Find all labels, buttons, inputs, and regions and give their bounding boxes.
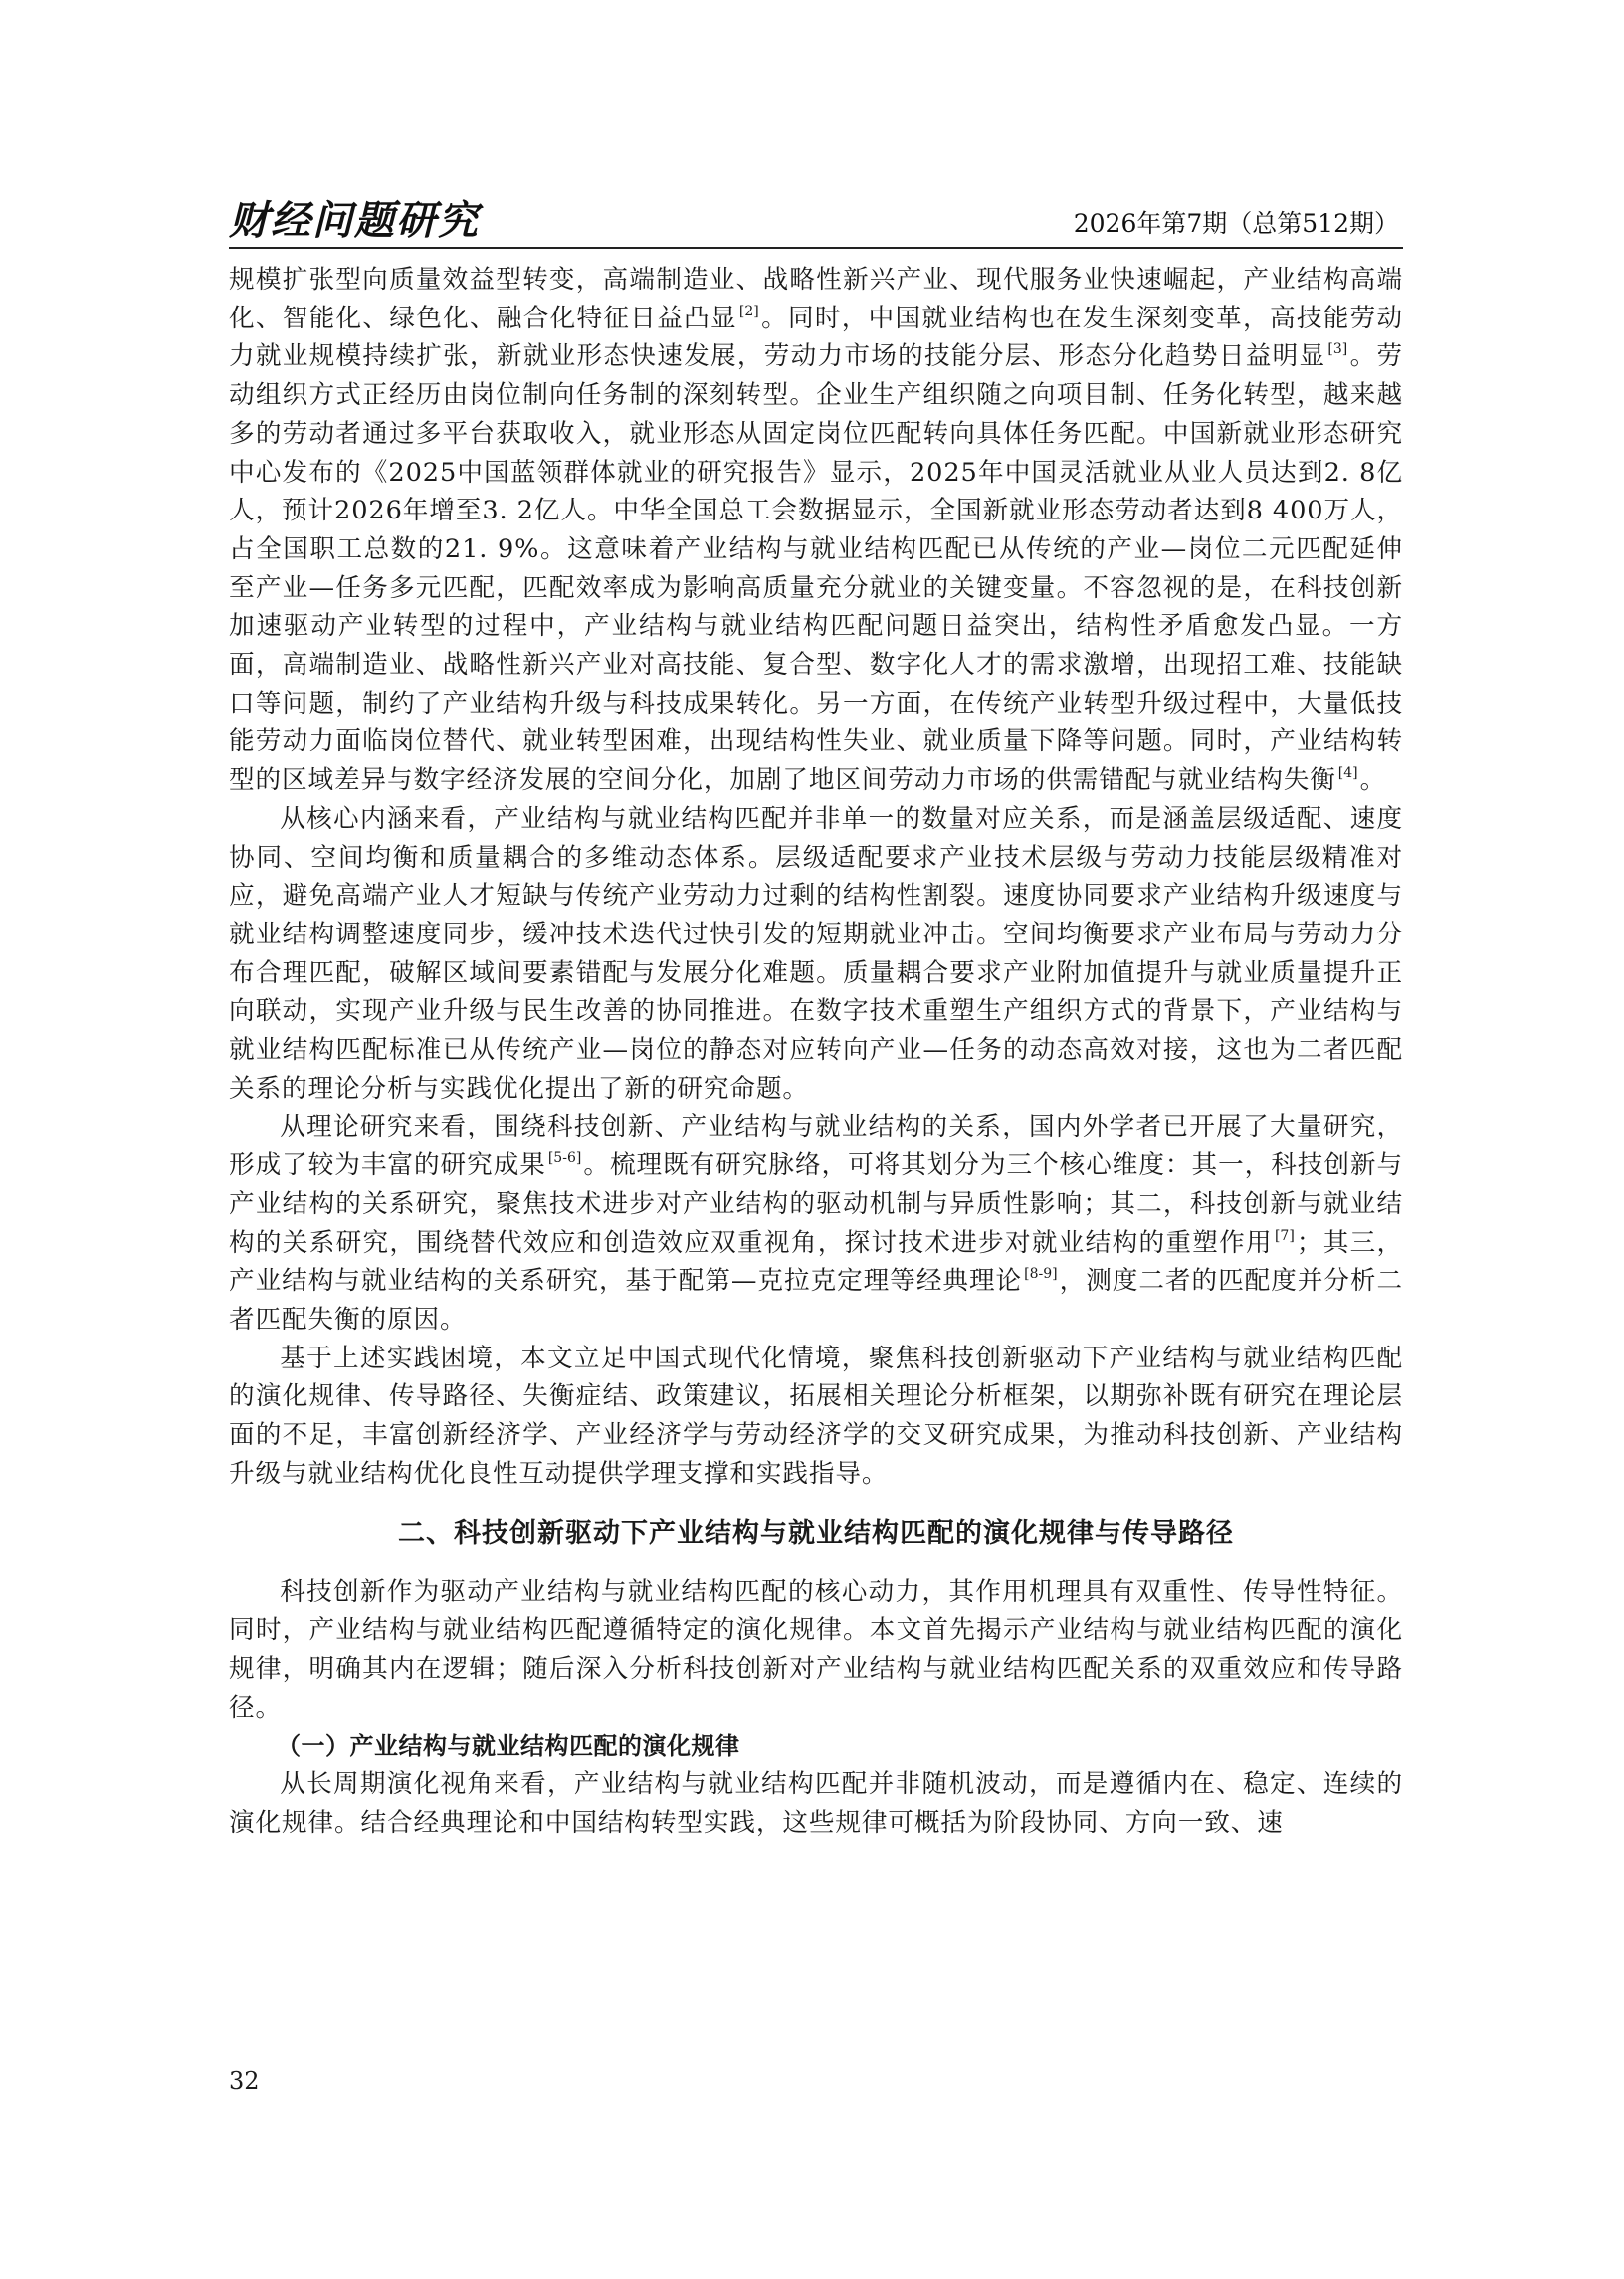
journal-logo: 财经问题研究 (229, 197, 480, 244)
citation-4: [4] (1337, 765, 1358, 782)
text-run: ；其三，产业结构与就业结构的关系研究，基于配第—克拉克定理等经典理论 (229, 1227, 1403, 1297)
issue-info: 2026年第7期（总第512期） (1073, 209, 1399, 238)
citation-7: [7] (1274, 1227, 1295, 1244)
page-header (229, 195, 1403, 249)
text-run: 。 (1359, 765, 1387, 796)
citation-5-6: [5-6] (547, 1150, 582, 1167)
paragraph-6: 从长周期演化视角来看，产业结构与就业结构匹配并非随机波动，而是遵循内在、稳定、连续的演化规律。结合经典理论和中国结构转型实践，这些规律可概括为阶段协同、方向一致、速 (229, 1769, 1403, 1838)
text-run: 。梳理既有研究脉络，可将其划分为三个核心维度：其一，科技创新与产业结构的关系研究，聚焦技术进步对产业结构的驱动机制与异质性影响；其二，科技创新与就业结构的关系研究，围绕替代效应和创造效应双重视角，探讨技术进步对就业结构的重塑作用 (229, 1150, 1403, 1258)
paragraph-2: 从核心内涵来看，产业结构与就业结构匹配并非单一的数量对应关系，而是涵盖层级适配、速度协同、空间均衡和质量耦合的多维动态体系。层级适配要求产业技术层级与劳动力技能层级精准对应，避免高端产业人才短缺与传统产业劳动力过剩的结构性割裂。速度协同要求产业结构升级速度与就业结构调整速度同步，缓冲技术迭代过快引发的短期就业冲击。空间均衡要求产业布局与劳动力分布合理匹配，破解区域间要素错配与发展分化难题。质量耦合要求产业附加值提升与就业质量提升正向联动，实现产业升级与民生改善的协同推进。在数字技术重塑生产组织方式的背景下，产业结构与就业结构匹配标准已从传统产业—岗位的静态对应转向产业—任务的动态高效对接，这也为二者匹配关系的理论分析与实践优化提出了新的研究命题。 (229, 803, 1403, 1104)
citation-3: [3] (1327, 341, 1348, 358)
text-run: 从理论研究来看，围绕科技创新、产业结构与就业结构的关系，国内外学者已开展了大量研究，形成了较为丰富的研究成果 (229, 1112, 1403, 1181)
text-run: 规模扩张型向质量效益型转变，高端制造业、战略性新兴产业、现代服务业快速崛起，产业结构高端化、智能化、绿色化、融合化特征日益凸显 (229, 265, 1403, 333)
text-run: ，测度二者的匹配度并分析二者匹配失衡的原因。 (229, 1266, 1403, 1335)
paragraph-1 (229, 261, 1403, 800)
section-heading: 二、科技创新驱动下产业结构与就业结构匹配的演化规律与传导路径 (398, 1517, 1234, 1549)
text-run: 。同时，中国就业结构也在发生深刻变革，高技能劳动力就业规模持续扩张，新就业形态快速发展，劳动力市场的技能分层、形态分化趋势日益明显 (229, 303, 1403, 372)
journal-page (229, 0, 1403, 2279)
subsection-heading: （一）产业结构与就业结构匹配的演化规律 (277, 1732, 740, 1761)
citation-8-9: [8-9] (1024, 1266, 1058, 1283)
text-run: 。劳动组织方式正经历由岗位制向任务制的深刻转型。企业生产组织随之向项目制、任务化转型，越来越多的劳动者通过多平台获取收入，就业形态从固定岗位匹配转向具体任务匹配。中国新就业形态研究中心发布的《2025中国蓝领群体就业的研究报告》显示，2025年中国灵活就业从业人员达到2. 8亿人，预计2026年增至3. 2亿人。中华全国总工会数据显示，全国新就业形态劳动者达到8 400万人，占全国职工总数的21. 9%。这意味着产业结构与就业结构匹配已从传统的产业—岗位二元匹配延伸至产业—任务多元匹配，匹配效率成为影响高质量充分就业的关键变量。不容忽视的是，在科技创新加速驱动产业转型的过程中，产业结构与就业结构匹配问题日益突出，结构性矛盾愈发凸显。一方面，高端制造业、战略性新兴产业对高技能、复合型、数字化人才的需求激增，出现招工难、技能缺口等问题，制约了产业结构升级与科技成果转化。另一方面，在传统产业转型升级过程中，大量低技能劳动力面临岗位替代、就业转型困难，出现结构性失业、就业质量下降等问题。同时，产业结构转型的区域差异与数字经济发展的空间分化，加剧了地区间劳动力市场的供需错配与就业结构失衡 (229, 341, 1403, 796)
paragraph-5: 科技创新作为驱动产业结构与就业结构匹配的核心动力，其作用机理具有双重性、传导性特征。同时，产业结构与就业结构匹配遵循特定的演化规律。本文首先揭示产业结构与就业结构匹配的演化规律，明确其内在逻辑；随后深入分析科技创新对产业结构与就业结构匹配关系的双重效应和传导路径。 (229, 1576, 1403, 1723)
page-number: 32 (229, 2067, 260, 2095)
paragraph-3 (229, 1108, 1403, 1339)
citation-2: [2] (738, 303, 759, 319)
paragraph-4: 基于上述实践困境，本文立足中国式现代化情境，聚焦科技创新驱动下产业结构与就业结构匹配的演化规律、传导路径、失衡症结、政策建议，拓展相关理论分析框架，以期弥补既有研究在理论层面的不足，丰富创新经济学、产业经济学与劳动经济学的交叉研究成果，为推动科技创新、产业结构升级与就业结构优化良性互动提供学理支撑和实践指导。 (229, 1343, 1403, 1489)
article-body (229, 261, 1403, 1842)
